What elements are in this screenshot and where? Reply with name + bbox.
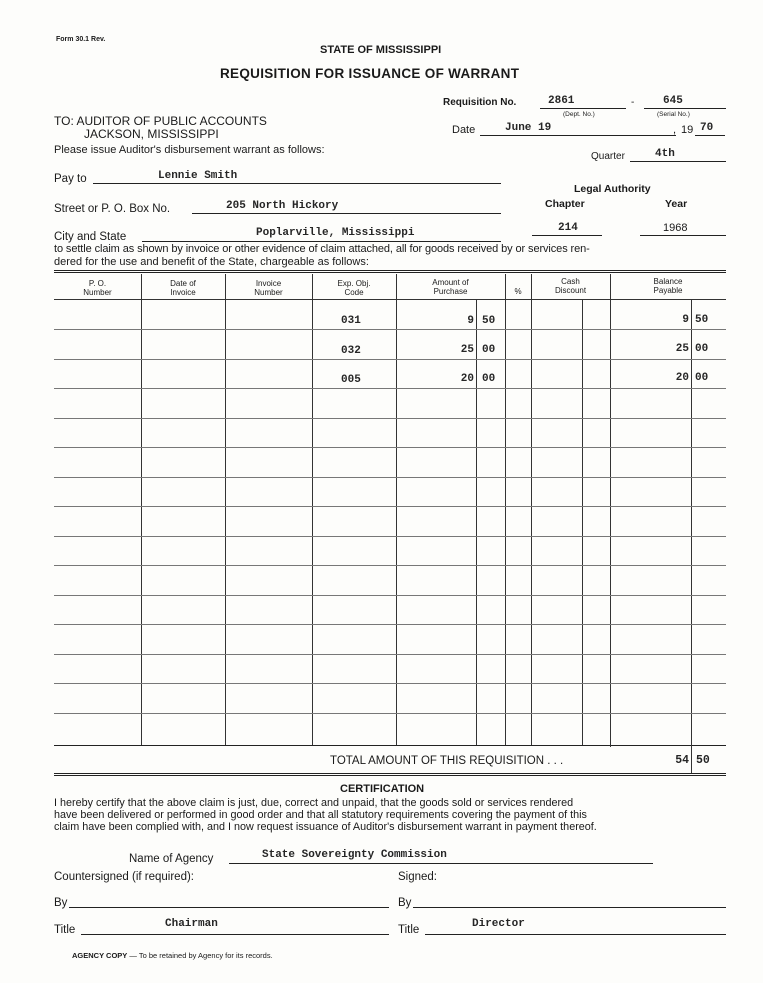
city-state-label: City and State (54, 231, 127, 243)
year-label: Year (665, 198, 688, 210)
header-po-number: P. O. Number (83, 279, 112, 297)
row1-amount-dollars: 9 (467, 315, 474, 327)
row3-amount-dollars: 20 (460, 373, 474, 385)
row2-amount-dollars: 25 (460, 344, 474, 356)
header-exp-obj-code: Exp. Obj. Code (337, 279, 371, 297)
agency-copy-label: AGENCY COPY (72, 951, 128, 960)
certification-line3: claim have been complied with, and I now request issuance of Auditor's disbursement warrant in payment thereof. (54, 821, 597, 833)
row2-balance-dollars: 25 (675, 343, 689, 355)
signed-by-label: By (398, 897, 412, 909)
certification-line2: have been delivered or performed in good order and that all statutory requirements covering the payment of this (54, 809, 587, 821)
date-year-prefix: 19 (681, 124, 694, 136)
street-label: Street or P. O. Box No. (54, 203, 171, 215)
dept-no-caption: (Dept. No.) (563, 111, 595, 118)
header-cash-discount: Cash Discount (554, 277, 587, 295)
date-value: June 19 (505, 122, 552, 134)
year-value: 1968 (663, 222, 688, 234)
row2-exp-code: 032 (341, 345, 361, 357)
header-invoice-number: Invoice Number (254, 279, 283, 297)
header-date-of-invoice: Date of Invoice (170, 279, 196, 297)
settle-claim-line2: dered for the use and benefit of the State, chargeable as follows: (54, 256, 369, 268)
to-auditor-line2: JACKSON, MISSISSIPPI (84, 127, 219, 141)
requisition-serial-no: 645 (663, 95, 683, 107)
row3-balance-dollars: 20 (675, 372, 689, 384)
state-title: STATE OF MISSISSIPPI (320, 44, 442, 56)
legal-authority-label: Legal Authority (574, 183, 651, 195)
countersign-title-label: Title (54, 924, 76, 936)
total-dollars: 54 (675, 754, 689, 767)
header-percent: % (514, 287, 522, 296)
settle-claim-line1: to settle claim as shown by invoice or other evidence of claim attached, all for goods received by or services ren- (54, 243, 590, 255)
document-title: REQUISITION FOR ISSUANCE OF WARRANT (220, 66, 520, 81)
chapter-label: Chapter (545, 198, 585, 210)
row2-balance-cents: 00 (695, 343, 709, 355)
certification-line1: I hereby certify that the above claim is just, due, correct and unpaid, that the goods sold or services rendered (54, 797, 574, 809)
row3-exp-code: 005 (341, 374, 361, 386)
quarter-value: 4th (655, 148, 675, 160)
chapter-value: 214 (558, 222, 578, 234)
street-value: 205 North Hickory (226, 200, 339, 212)
agency-label: Name of Agency (129, 853, 214, 865)
date-label: Date (452, 124, 476, 136)
pay-to-label: Pay to (54, 173, 87, 185)
form-number: Form 30.1 Rev. (56, 36, 106, 43)
please-issue-text: Please issue Auditor's disbursement warrant as follows: (54, 144, 325, 156)
requisition-dash: - (631, 97, 635, 108)
total-label: TOTAL AMOUNT OF THIS REQUISITION . . . (330, 755, 564, 767)
row1-balance-cents: 50 (695, 314, 709, 326)
pay-to-value: Lennie Smith (158, 170, 238, 182)
date-comma: , (673, 124, 677, 136)
agency-copy-footer (72, 951, 273, 960)
countersign-title-value: Chairman (165, 918, 218, 930)
countersigned-label: Countersigned (if required): (54, 871, 194, 883)
header-balance-payable: Balance Payable (653, 277, 683, 295)
row1-amount-cents: 50 (482, 315, 496, 327)
row1-balance-dollars: 9 (682, 314, 689, 326)
total-cents: 50 (696, 754, 710, 767)
row3-amount-cents: 00 (482, 373, 496, 385)
certification-title: CERTIFICATION (340, 783, 425, 795)
row2-amount-cents: 00 (482, 344, 496, 356)
quarter-label: Quarter (591, 151, 625, 162)
signed-title-label: Title (398, 924, 420, 936)
requisition-dept-no: 2861 (548, 95, 575, 107)
to-auditor-line1: TO: AUDITOR OF PUBLIC ACCOUNTS (54, 114, 267, 128)
agency-copy-note: — To be retained by Agency for its records. (129, 951, 273, 960)
row3-balance-cents: 00 (695, 372, 709, 384)
requisition-label: Requisition No. (443, 97, 517, 108)
serial-no-caption: (Serial No.) (657, 111, 690, 118)
header-amount-of-purchase: Amount of Purchase (432, 278, 469, 296)
date-year-suffix: 70 (700, 122, 714, 134)
row1-exp-code: 031 (341, 315, 361, 327)
city-state-value: Poplarville, Mississippi (256, 227, 415, 239)
countersign-by-label: By (54, 897, 68, 909)
signed-label: Signed: (398, 871, 438, 883)
signed-title-value: Director (472, 918, 525, 930)
agency-value: State Sovereignty Commission (262, 849, 447, 861)
